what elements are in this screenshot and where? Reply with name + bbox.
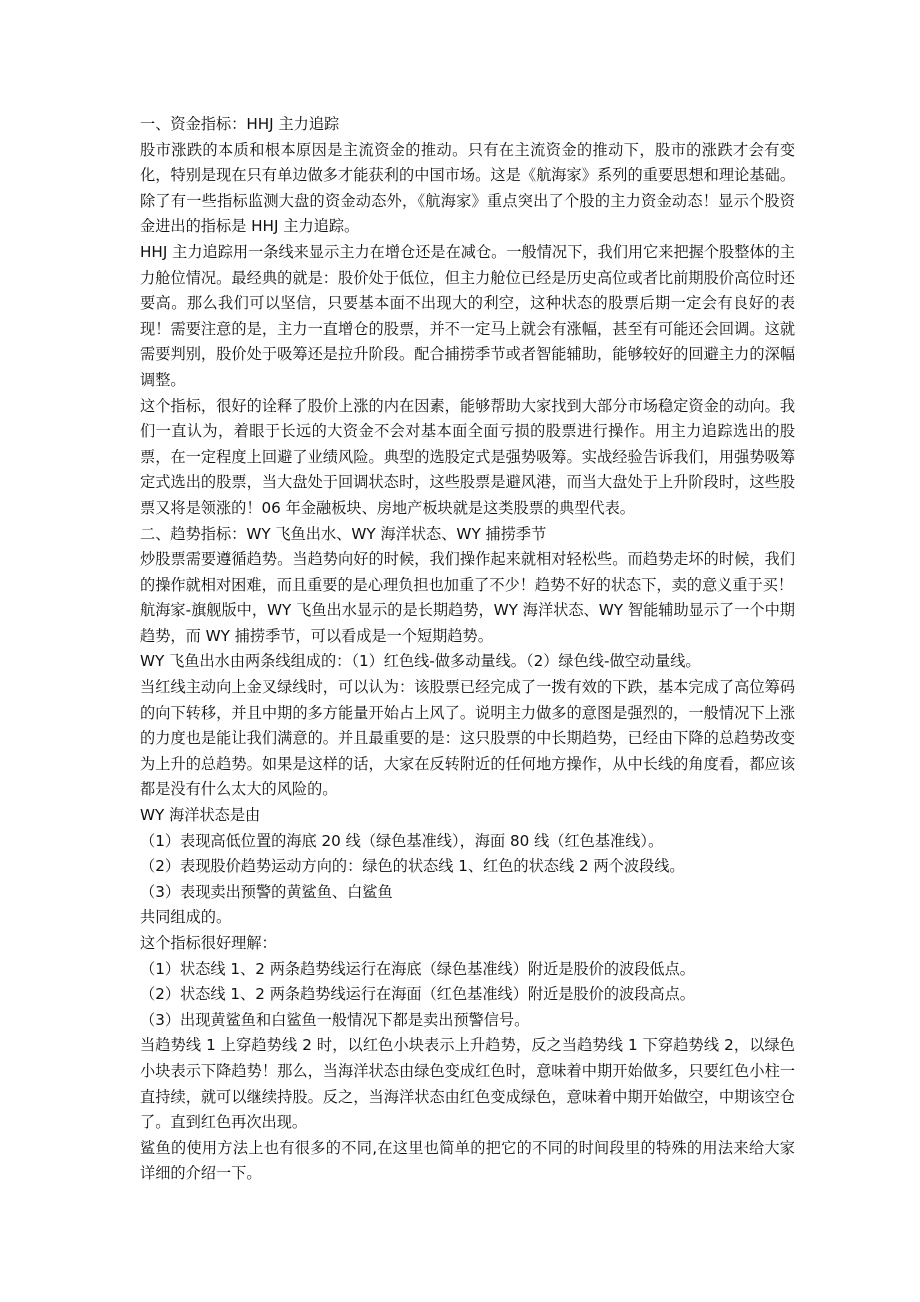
list-item: [140, 829, 795, 855]
paragraph: 这个指标，很好的诠释了股价上涨的内在因素，能够帮助大家找到大部分市场稳定资金的动向。我们一直认为，着眼于长远的大资金不会对基本面全面亏损的股票进行操作。用主力追踪选出的股票，在一定程度上回避了业绩风险。典型的选股定式是强势吸筹。实战经验告诉我们，用强势吸筹定式选出的股票，当大盘处于回调状态时，这些股票是避风港，而当大盘处于上升阶段时，这些股票又将是领涨的！06 年金融板块、房地产板块就是这类股票的典型代表。: [140, 396, 795, 517]
list-item: [140, 1008, 795, 1034]
list-item: [140, 880, 795, 906]
paragraph: 鲨鱼的使用方法上也有很多的不同,在这里也简单的把它的不同的时间段里的特殊的用法来给大家详细的介绍一下。: [140, 1138, 795, 1183]
paragraph: 当红线主动向上金叉绿线时，可以认为：该股票已经完成了一拨有效的下跌，基本完成了高位筹码的向下转移，并且中期的多方能量开始占上风了。说明主力做多的意图是强烈的，一般情况下上涨的力度也是能让我们满意的。并且最重要的是：这只股票的中长期趋势，已经由下降的总趋势改变为上升的总趋势。如果是这样的话，大家在反转附近的任何地方操作，从中长线的角度看，都应该都是没有什么太大的风险的。: [140, 678, 795, 799]
paragraph: 共同组成的。: [140, 908, 232, 927]
list-number: （3）: [140, 882, 181, 901]
list-text: 表现股价趋势运动方向的：绿色的状态线 1、红色的状态线 2 两个波段线。: [180, 857, 685, 876]
paragraph: 炒股票需要遵循趋势。当趋势向好的时候，我们操作起来就相对轻松些。而趋势走坏的时候，我们的操作就相对困难，而且重要的是心理负担也加重了不少！趋势不好的状态下，卖的意义重于买！: [140, 550, 795, 594]
paragraph: 当趋势线 1 上穿趋势线 2 时，以红色小块表示上升趋势，反之当趋势线 1 下穿趋势线 2，以绿色小块表示下降趋势！那么，当海洋状态由绿色变成红色时，意味着中期开始做多，只要红色小柱一直持续，就可以继续持股。反之，当海洋状态由红色变成绿色，意味着中期开始做空，中期该空仓了。直到红色再次出现。: [140, 1036, 795, 1132]
list-number: （2）: [140, 857, 181, 876]
list-number: （1）: [140, 959, 181, 978]
section-heading-capital: 一、资金指标：HHJ 主力追踪: [140, 115, 340, 133]
list-text: 状态线 1、2 两条趋势线运行在海底（绿色基准线）附近是股价的波段低点。: [180, 959, 695, 978]
paragraph: WY 海洋状态是由: [140, 806, 261, 825]
paragraph: 这个指标很好理解：: [140, 934, 277, 952]
paragraph: 股市涨跌的本质和根本原因是主流资金的推动。只有在主流资金的推动下，股市的涨跌才会有变化，特别是现在只有单边做多才能获利的中国市场。这是《航海家》系列的重要思想和理论基础。除了有一些指标监测大盘的资金动态外，《航海家》重点突出了个股的主力资金动态！显示个股资金进出的指标是 HHJ 主力追踪。: [140, 140, 795, 236]
list-text: 出现黄鲨鱼和白鲨鱼一般情况下都是卖出预警信号。: [180, 1010, 530, 1029]
paragraph: 航海家-旗舰版中，WY 飞鱼出水显示的是长期趋势，WY 海洋状态、WY 智能辅助显示了一个中期趋势，而 WY 捕捞季节，可以看成是一个短期趋势。: [140, 601, 795, 645]
paragraph: HHJ 主力追踪用一条线来显示主力在增仓还是在减仓。一般情况下，我们用它来把握个股整体的主力舱位情况。最经典的就是：股价处于低位，但主力舱位已经是历史高位或者比前期股价高位时还要高。那么我们可以坚信，只要基本面不出现大的利空，这种状态的股票后期一定会有良好的表现！需要注意的是，主力一直增仓的股票，并不一定马上就会有涨幅，甚至有可能还会回调。这就需要判别，股价处于吸筹还是拉升阶段。配合捕捞季节或者智能辅助，能够较好的回避主力的深幅调整。: [140, 242, 795, 389]
list-text: 表现高低位置的海底 20 线（绿色基准线），海面 80 线（红色基准线）。: [180, 831, 664, 850]
document-body: [140, 112, 795, 1187]
paragraph: WY 飞鱼出水由两条线组成的：（1）红色线-做多动量线。（2）绿色线-做空动量线。: [140, 652, 701, 671]
section-heading-trend: 二、趋势指标：WY 飞鱼出水、WY 海洋状态、WY 捕捞季节: [140, 524, 547, 543]
list-item: [140, 957, 795, 983]
list-text: 状态线 1、2 两条趋势线运行在海面（红色基准线）附近是股价的波段高点。: [180, 985, 695, 1004]
list-number: （3）: [140, 1010, 181, 1029]
list-number: （2）: [140, 985, 181, 1004]
list-number: （1）: [140, 831, 181, 850]
list-item: [140, 982, 795, 1008]
list-item: [140, 854, 795, 880]
list-text: 表现卖出预警的黄鲨鱼、白鲨鱼: [180, 882, 393, 901]
